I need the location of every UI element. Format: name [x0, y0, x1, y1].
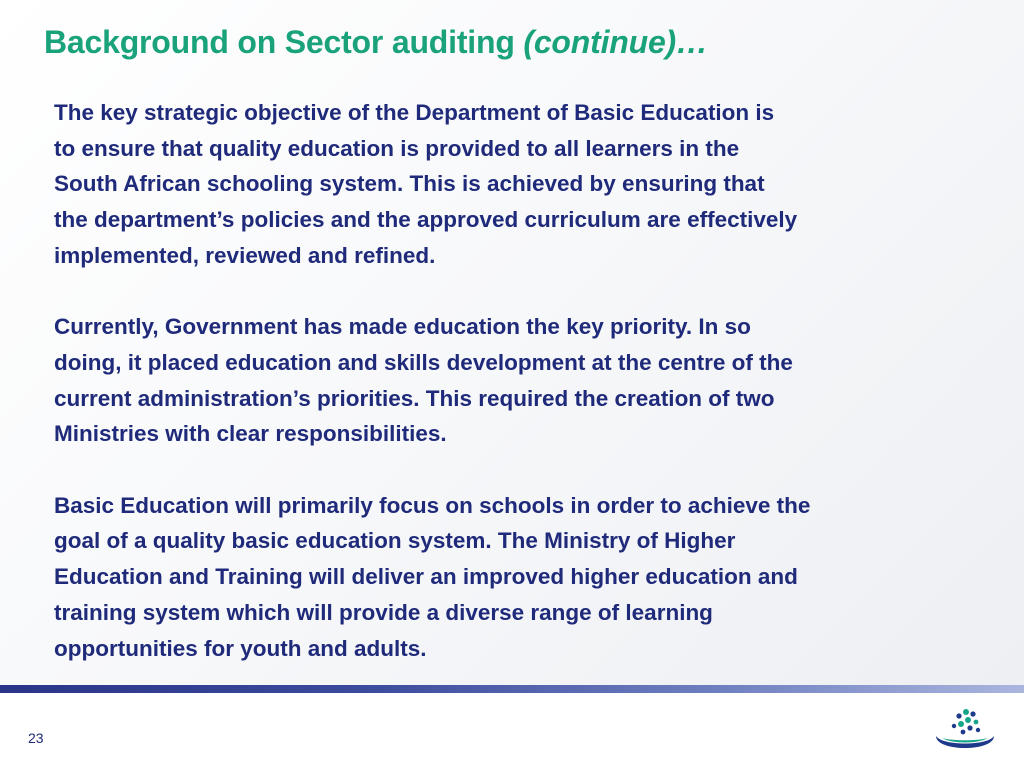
slide-footer [0, 693, 1024, 768]
page-number: 23 [28, 730, 44, 746]
body-line: Ministries with clear responsibilities. [54, 421, 447, 447]
body-line: the department’s policies and the approved curriculum are effectively [54, 207, 798, 233]
slide-title [44, 24, 708, 61]
department-logo-icon [932, 706, 998, 754]
body-line: current administration’s priorities. This required the creation of two [54, 385, 775, 411]
paragraph-government-priority [54, 309, 984, 452]
body-line: South African schooling system. This is achieved by ensuring that [54, 171, 765, 197]
paragraph-strategic-objective [54, 95, 984, 274]
body-line: training system which will provide a diverse range of learning [54, 599, 713, 625]
body-line: implemented, reviewed and refined. [54, 242, 436, 268]
body-line: Basic Education will primarily focus on schools in order to achieve the [54, 492, 811, 518]
body-line: Education and Training will deliver an improved higher education and [54, 564, 798, 590]
paragraph-basic-education-focus [54, 488, 984, 667]
body-line: opportunities for youth and adults. [54, 635, 427, 661]
body-line: to ensure that quality education is provided to all learners in the [54, 135, 740, 161]
footer-divider [0, 685, 1024, 693]
slide-title-italic: (continue)… [523, 24, 708, 60]
slide-title-main: Background on Sector auditing [44, 24, 524, 60]
body-line: doing, it placed education and skills development at the centre of the [54, 349, 793, 375]
body-line: The key strategic objective of the Department of Basic Education is [54, 100, 775, 125]
slide-body [54, 95, 984, 666]
body-line: goal of a quality basic education system. The Ministry of Higher [54, 528, 736, 554]
body-line: Currently, Government has made education the key priority. In so [54, 314, 751, 340]
